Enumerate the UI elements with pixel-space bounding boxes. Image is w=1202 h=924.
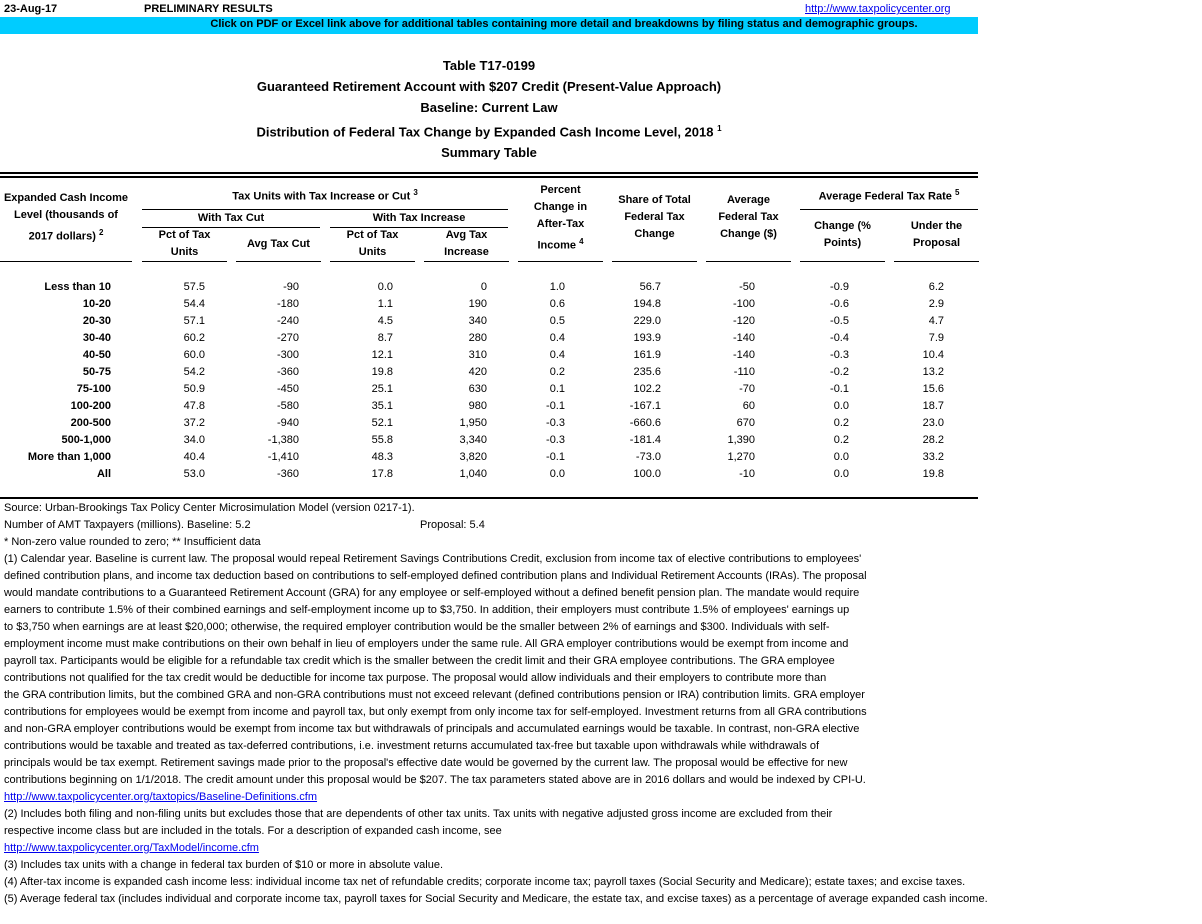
cell-avg-change: 60 xyxy=(742,399,755,412)
row-label: 30-40 xyxy=(82,331,111,344)
rule xyxy=(706,261,791,262)
col-share: Share of Total Federal Tax Change xyxy=(618,194,691,240)
table-bottom-rule xyxy=(0,497,978,499)
site-link[interactable]: http://www.taxpolicycenter.org xyxy=(805,3,951,15)
cell-rate-under: 4.7 xyxy=(928,314,944,327)
cell-rate-change: 0.0 xyxy=(833,467,849,480)
cell-inc-avg: 3,820 xyxy=(459,450,487,463)
cell-avg-change: -140 xyxy=(732,348,755,361)
rule xyxy=(330,261,415,262)
cell-inc-avg: 0 xyxy=(480,280,487,293)
cell-avg-change: -10 xyxy=(739,467,755,480)
cell-cut-avg: -180 xyxy=(276,297,299,310)
footnote-1-line: employment income must make contributions on their own behalf in lieu of employers under the same rule. All GRA employer contributions would be exempt from income and xyxy=(4,638,849,650)
cell-rate-change: -0.5 xyxy=(830,314,849,327)
footnote-1-line: contributions beginning on 1/1/2018. The credit amount under this proposal would be $207. The tax parameters stated above are in 2016 dollars and would be indexed by CPI-U. xyxy=(4,774,866,786)
rule xyxy=(518,261,603,262)
table-row xyxy=(0,312,944,329)
cell-inc-pct: 35.1 xyxy=(371,399,393,412)
cell-cut-avg: -580 xyxy=(276,399,299,412)
cell-avg-change: -70 xyxy=(739,382,755,395)
table-row xyxy=(0,295,944,312)
col-cut-avg: Avg Tax Cut xyxy=(247,238,310,250)
cell-share: 161.9 xyxy=(633,348,661,361)
cell-cut-pct: 47.8 xyxy=(183,399,205,412)
cell-cut-pct: 60.2 xyxy=(183,331,205,344)
col-inc-avg: Avg Tax Increase xyxy=(444,229,489,258)
footnote-1-line: defined contribution plans, and income tax deduction based on contributions to self-employed defined contribution plans and Individual Retirement Accounts (IRAs). The proposal xyxy=(4,570,867,582)
row-label: More than 1,000 xyxy=(27,450,111,463)
table-titles xyxy=(0,55,978,163)
banner-text: Click on PDF or Excel link above for additional tables containing more detail and breakdowns by filing status and demographic groups. xyxy=(210,18,918,30)
footnote-1-line: the GRA contribution limits, but the combined GRA and non-GRA contributions must not exceed relevant (defined contributions pension or IRA) contribution limits. GRA employer xyxy=(4,689,865,701)
distribution-title: Distribution of Federal Tax Change by Expanded Cash Income Level, 2018 $^1$ xyxy=(256,124,722,140)
cell-rate-change: -0.2 xyxy=(830,365,849,378)
income-definition-link[interactable]: http://www.taxpolicycenter.org/TaxModel/income.cfm xyxy=(4,842,259,854)
cell-avg-change: 1,390 xyxy=(727,433,755,446)
footnote-1-line: contributions not qualified for the tax credit would be deductible for income tax purpose. The proposal would allow individuals and their employers to contribute more than xyxy=(4,672,827,684)
cell-inc-avg: 310 xyxy=(468,348,487,361)
cell-cut-pct: 54.2 xyxy=(183,365,205,378)
table-row xyxy=(0,431,944,448)
cell-inc-pct: 0.0 xyxy=(377,280,393,293)
table-row xyxy=(0,448,944,465)
footnote-5: (5) Average federal tax (includes individual and corporate income tax, payroll taxes for Social Security and Medicare, the estate tax, and excise taxes) as a percentage of average expanded cash income. xyxy=(4,893,988,905)
cell-inc-pct: 17.8 xyxy=(371,467,393,480)
amt-note: Number of AMT Taxpayers (millions). Baseline: 5.2 Proposal: 5.4 xyxy=(4,519,485,531)
footnote-1-line: and non-GRA employer contributions would be exempt from income tax but withdrawals of principals and accumulated earnings would be taxable. In contrast, non-GRA elective xyxy=(4,723,860,735)
cell-rate-change: 0.2 xyxy=(833,416,849,429)
cell-cut-pct: 60.0 xyxy=(183,348,205,361)
cell-inc-avg: 1,040 xyxy=(459,467,487,480)
cell-cut-avg: -1,380 xyxy=(267,433,299,446)
footnote-1-line: principals would be tax exempt. Retirement savings made prior to the proposal's effective date would be governed by the current law. The proposal would be effective for new xyxy=(4,757,848,769)
footnote-1-line: would mandate contributions to a Guaranteed Retirement Account (GRA) for any employee or self-employed without a defined benefit pension plan. The mandate would require xyxy=(4,587,860,599)
cell-cut-avg: -450 xyxy=(276,382,299,395)
cell-cut-pct: 50.9 xyxy=(183,382,205,395)
cell-rate-under: 15.6 xyxy=(922,382,944,395)
cell-share: -660.6 xyxy=(629,416,661,429)
rule xyxy=(0,261,132,262)
cell-cut-pct: 37.2 xyxy=(183,416,205,429)
cell-pct-after-tax: -0.3 xyxy=(546,433,565,446)
cell-cut-pct: 57.1 xyxy=(183,314,205,327)
cell-rate-under: 33.2 xyxy=(922,450,944,463)
cell-share: -73.0 xyxy=(635,450,661,463)
cell-rate-under: 19.8 xyxy=(922,467,944,480)
rule xyxy=(142,261,227,262)
cell-rate-under: 7.9 xyxy=(928,331,944,344)
cell-rate-under: 6.2 xyxy=(928,280,944,293)
cell-rate-under: 2.9 xyxy=(928,297,944,310)
cell-pct-after-tax: 0.6 xyxy=(549,297,565,310)
col-pct-after-tax: Percent Change in After-Tax Income $^4$ xyxy=(533,184,588,252)
cell-share: 56.7 xyxy=(639,280,661,293)
cell-inc-avg: 190 xyxy=(468,297,487,310)
cell-avg-change: 1,270 xyxy=(727,450,755,463)
rule xyxy=(800,209,978,210)
cell-inc-avg: 1,950 xyxy=(459,416,487,429)
cell-cut-pct: 54.4 xyxy=(183,297,205,310)
rule xyxy=(424,261,509,262)
cell-rate-under: 28.2 xyxy=(922,433,944,446)
footnote-1-line: contributions would be taxable and treated as tax-deferred contributions, i.e. investment returns accumulated tax-free but taxable upon withdrawals while withdrawals of xyxy=(4,740,820,752)
cell-inc-avg: 3,340 xyxy=(459,433,487,446)
cell-cut-pct: 53.0 xyxy=(183,467,205,480)
cell-cut-pct: 40.4 xyxy=(183,450,205,463)
rule xyxy=(800,261,885,262)
cell-pct-after-tax: 0.4 xyxy=(549,348,565,361)
cell-rate-under: 13.2 xyxy=(922,365,944,378)
rule xyxy=(612,261,697,262)
group-with-tax-increase: With Tax Increase xyxy=(372,212,466,224)
summary-title: Summary Table xyxy=(441,145,537,161)
baseline-definitions-link[interactable]: http://www.taxpolicycenter.org/taxtopics/Baseline-Definitions.cfm xyxy=(4,791,318,803)
source-note: Source: Urban-Brookings Tax Policy Center Microsimulation Model (version 0217-1). xyxy=(4,502,415,514)
rule xyxy=(894,261,979,262)
cell-rate-change: -0.6 xyxy=(830,297,849,310)
report-date: 23-Aug-17 xyxy=(4,3,58,15)
baseline-title: Baseline: Current Law xyxy=(420,100,558,115)
cell-rate-change: -0.9 xyxy=(830,280,849,293)
group-with-tax-cut: With Tax Cut xyxy=(197,212,265,224)
cell-inc-pct: 1.1 xyxy=(377,297,393,310)
cell-rate-under: 10.4 xyxy=(922,348,944,361)
col-rate-under: Under the Proposal xyxy=(910,220,963,249)
cell-avg-change: -50 xyxy=(739,280,755,293)
row-label: 200-500 xyxy=(70,416,111,429)
cell-inc-avg: 340 xyxy=(468,314,487,327)
footnotes xyxy=(4,500,1199,908)
cell-pct-after-tax: 0.2 xyxy=(549,365,565,378)
status-label: PRELIMINARY RESULTS xyxy=(144,3,273,15)
cell-cut-avg: -360 xyxy=(276,365,299,378)
row-label: 100-200 xyxy=(70,399,111,412)
col-rate-change: Change (% Points) xyxy=(814,220,871,249)
cell-rate-change: -0.3 xyxy=(830,348,849,361)
cell-share: -167.1 xyxy=(629,399,661,412)
cell-rate-under: 23.0 xyxy=(922,416,944,429)
col-cut-pct: Pct of Tax Units xyxy=(158,229,211,258)
cell-inc-pct: 4.5 xyxy=(377,314,393,327)
table-row xyxy=(0,346,944,363)
row-label: All xyxy=(96,467,111,480)
cell-cut-pct: 34.0 xyxy=(183,433,205,446)
footnote-1 xyxy=(4,551,1199,789)
cell-inc-avg: 980 xyxy=(468,399,487,412)
cell-share: -181.4 xyxy=(629,433,661,446)
cell-share: 235.6 xyxy=(633,365,661,378)
group-tax-units: Tax Units with Tax Increase or Cut $^3$ xyxy=(232,188,418,203)
row-label: 20-30 xyxy=(82,314,111,327)
cell-avg-change: -120 xyxy=(732,314,755,327)
header-double-rule-bottom xyxy=(0,176,978,178)
cell-rate-change: -0.4 xyxy=(830,331,849,344)
data-table xyxy=(0,278,944,482)
cell-pct-after-tax: 0.1 xyxy=(549,382,565,395)
row-label: 40-50 xyxy=(82,348,111,361)
cell-pct-after-tax: 1.0 xyxy=(549,280,565,293)
cell-inc-avg: 280 xyxy=(468,331,487,344)
table-row xyxy=(0,397,944,414)
rule xyxy=(236,261,321,262)
cell-cut-avg: -90 xyxy=(283,280,299,293)
cell-inc-pct: 52.1 xyxy=(371,416,393,429)
cell-cut-avg: -270 xyxy=(276,331,299,344)
footnote-1-line: contributions for employees would be exempt from income and payroll tax, but only exempt from only income tax for self-employed. Investment returns from all GRA contributions xyxy=(4,706,867,718)
row-label: 500-1,000 xyxy=(61,433,111,446)
cell-inc-pct: 12.1 xyxy=(371,348,393,361)
footnote-1-line: to $3,750 when earnings are at least $20,000; otherwise, the required employer contribution would be the smaller between 2% of earnings and $300. Individuals with self- xyxy=(4,621,830,633)
footnote-1-line: payroll tax. Participants would be eligible for a refundable tax credit which is the smaller between the credit limit and their GRA employee contributions. The GRA employee xyxy=(4,655,835,667)
row-label: 10-20 xyxy=(82,297,111,310)
cell-inc-avg: 420 xyxy=(468,365,487,378)
cell-rate-change: 0.2 xyxy=(833,433,849,446)
cell-share: 193.9 xyxy=(633,331,661,344)
row-label: Less than 10 xyxy=(44,280,111,293)
table-row xyxy=(0,329,944,346)
cell-pct-after-tax: 0.0 xyxy=(549,467,565,480)
cell-inc-pct: 19.8 xyxy=(371,365,393,378)
cell-share: 100.0 xyxy=(633,467,661,480)
cell-inc-pct: 8.7 xyxy=(377,331,393,344)
cell-cut-avg: -300 xyxy=(276,348,299,361)
col-avg-change: Average Federal Tax Change ($) xyxy=(718,194,779,240)
cell-inc-avg: 630 xyxy=(468,382,487,395)
cell-pct-after-tax: -0.1 xyxy=(546,399,565,412)
cell-share: 229.0 xyxy=(633,314,661,327)
cell-avg-change: 670 xyxy=(736,416,755,429)
cell-rate-under: 18.7 xyxy=(922,399,944,412)
footnote-1-line: (1) Calendar year. Baseline is current law. The proposal would repeal Retirement Savings Contributions Credit, exclusion from income tax of elective contributions to employees' xyxy=(4,553,862,565)
cell-share: 102.2 xyxy=(633,382,661,395)
cell-inc-pct: 48.3 xyxy=(371,450,393,463)
cell-cut-avg: -360 xyxy=(276,467,299,480)
table-title: Guaranteed Retirement Account with $207 Credit (Present-Value Approach) xyxy=(256,79,722,94)
cell-pct-after-tax: 0.5 xyxy=(549,314,565,327)
cell-inc-pct: 25.1 xyxy=(371,382,393,395)
cell-inc-pct: 55.8 xyxy=(371,433,393,446)
cell-pct-after-tax: -0.1 xyxy=(546,450,565,463)
footnote-1-line: earners to contribute 1.5% of their combined earnings and self-employment income up to $3,750. In addition, their employers must contribute 1.5% of employees' earnings up xyxy=(4,604,850,616)
footnote-2: (2) Includes both filing and non-filing units but excludes those that are dependents of other tax units. Tax units with negative adjusted gross income are excluded from their xyxy=(4,808,833,820)
cell-cut-pct: 57.5 xyxy=(183,280,205,293)
cell-cut-avg: -240 xyxy=(276,314,299,327)
footnote-3: (3) Includes tax units with a change in federal tax burden of $10 or more in absolute value. xyxy=(4,859,444,871)
cell-pct-after-tax: -0.3 xyxy=(546,416,565,429)
table-row xyxy=(0,363,944,380)
cell-avg-change: -100 xyxy=(732,297,755,310)
cell-rate-change: -0.1 xyxy=(830,382,849,395)
table-row xyxy=(0,414,944,431)
cell-rate-change: 0.0 xyxy=(833,450,849,463)
cell-cut-avg: -940 xyxy=(276,416,299,429)
col-income-level: Expanded Cash Income Level (thousands of 2017 dollars) $^2$ xyxy=(3,192,129,243)
table-row xyxy=(0,465,944,482)
footnote-marker: 1 xyxy=(717,124,722,133)
cell-share: 194.8 xyxy=(633,297,661,310)
footnote-2-cont: respective income class but are included in the totals. For a description of expanded cash income, see xyxy=(4,825,502,837)
cell-avg-change: -140 xyxy=(732,331,755,344)
table-row xyxy=(0,278,944,295)
row-label: 75-100 xyxy=(76,382,111,395)
table-row xyxy=(0,380,944,397)
footnote-4: (4) After-tax income is expanded cash income less: individual income tax net of refundable credits; corporate income tax; payroll taxes (Social Security and Medicare); estate taxes; and excise taxes. xyxy=(4,876,966,888)
legend-note: * Non-zero value rounded to zero; ** Insufficient data xyxy=(4,536,261,548)
group-avg-rate: Average Federal Tax Rate $^5$ xyxy=(818,188,960,203)
row-label: 50-75 xyxy=(82,365,111,378)
cell-avg-change: -110 xyxy=(733,365,755,378)
header-double-rule-top xyxy=(0,172,978,174)
table-id: Table T17-0199 xyxy=(442,58,536,73)
cell-rate-change: 0.0 xyxy=(833,399,849,412)
col-inc-pct: Pct of Tax Units xyxy=(346,229,399,258)
cell-cut-avg: -1,410 xyxy=(267,450,299,463)
cell-pct-after-tax: 0.4 xyxy=(549,331,565,344)
